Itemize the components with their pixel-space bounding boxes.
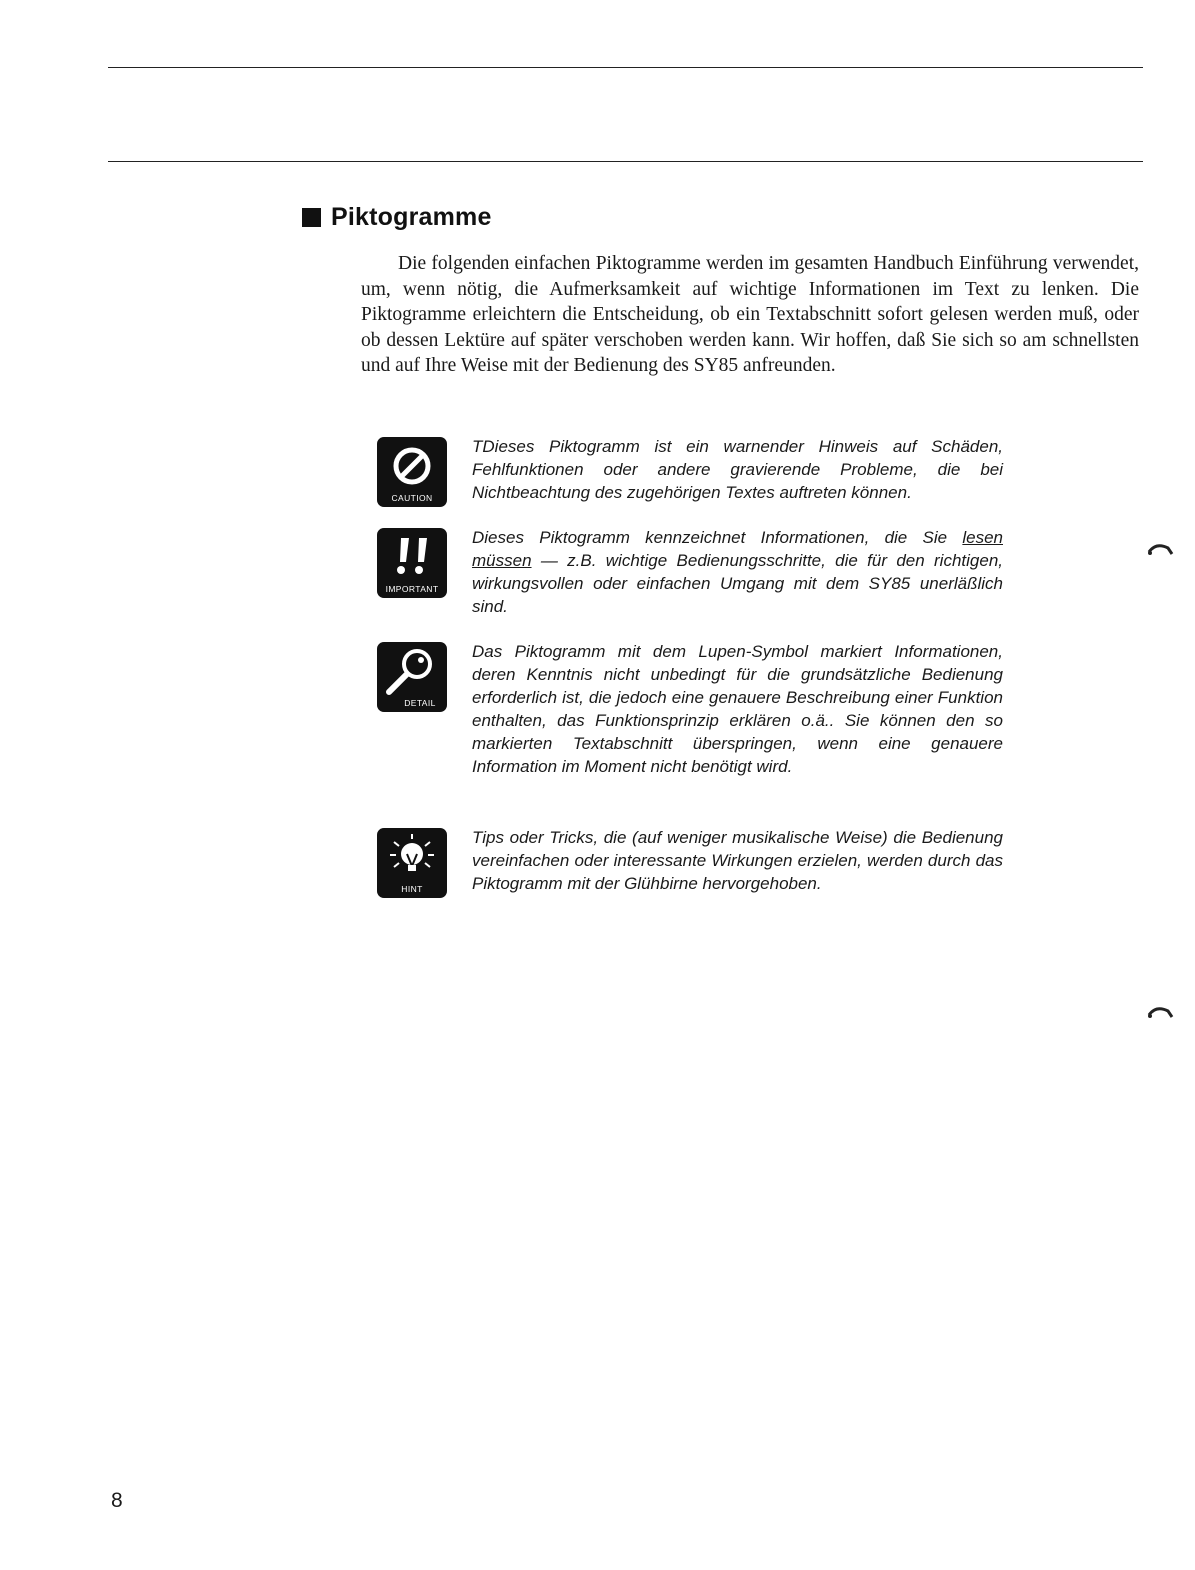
lightbulb-icon xyxy=(377,828,447,898)
section-title: Piktogramme xyxy=(331,203,492,231)
pictogram-caution xyxy=(377,437,1003,507)
margin-scan-mark xyxy=(1146,540,1174,558)
important-text-start: Dieses Piktogramm kennzeichnet Informationen, die Sie xyxy=(472,528,963,547)
important-text-end: — z.B. wichtige Bedienungsschritte, die für den richtigen, wirkungsvollen oder einfachen Umgang mit dem SY85 unerläßlich sind. xyxy=(472,551,1003,616)
hint-label: HINT xyxy=(401,884,423,894)
page-number: 8 xyxy=(111,1489,123,1512)
important-text-underlined: lesen müssen xyxy=(472,528,1003,570)
pictogram-detail xyxy=(377,642,1003,778)
header-rule xyxy=(108,161,1143,162)
pictogram-hint xyxy=(377,828,1003,898)
magnifier-icon xyxy=(377,642,447,712)
section-heading xyxy=(302,203,492,232)
important-text xyxy=(472,526,1003,618)
margin-scan-mark xyxy=(1146,1003,1174,1021)
important-label: IMPORTANT xyxy=(385,584,439,594)
caution-label: CAUTION xyxy=(391,493,433,503)
square-bullet-icon xyxy=(302,208,321,227)
pictogram-important xyxy=(377,528,1003,618)
intro-paragraph: Die folgenden einfachen Piktogramme werden im gesamten Handbuch Einführung verwendet, um, wenn nötig, die Aufmerksamkeit auf wichtige Informationen im Text zu lenken. Die Piktogramme erleichtern die Entscheidung, ob ein Textabschnitt sofort gelesen werden muß, oder ob dessen Lektüre auf später verschoben werden kann. Wir hoffen, daß Sie sich so am schnellsten und auf Ihre Weise mit der Bedienung des SY85 anfreunden. xyxy=(361,253,1139,376)
detail-label: DETAIL xyxy=(404,698,436,708)
caution-icon xyxy=(377,437,447,507)
caution-text: TDieses Piktogramm ist ein warnender Hinweis auf Schäden, Fehlfunktionen oder andere gravierende Probleme, die bei Nichtbeachtung des zugehörigen Textes auftreten können. xyxy=(472,437,1003,502)
top-rule xyxy=(108,67,1143,68)
detail-text: Das Piktogramm mit dem Lupen-Symbol markiert Informationen, deren Kenntnis nicht unbedingt für die grundsätzliche Bedienung erforderlich ist, die jedoch eine genauere Beschreibung einer Funktion enthalten, das Funktionsprinzip erklären o.ä.. Sie können den so markierten Textabschnitt überspringen, wenn eine genauere Information im Moment nicht benötigt wird. xyxy=(472,642,1003,776)
hint-text: Tips oder Tricks, die (auf weniger musikalische Weise) die Bedienung vereinfachen oder interessante Wirkungen erzielen, werden durch das Piktogramm mit der Glühbirne hervorgehoben. xyxy=(472,828,1003,893)
important-icon xyxy=(377,528,447,598)
